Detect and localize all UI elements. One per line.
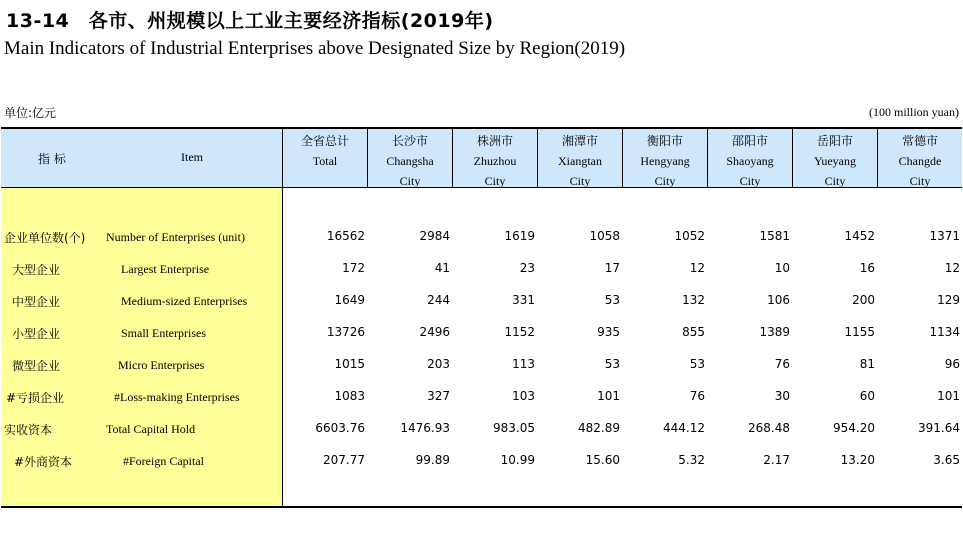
cell-value: 30: [774, 389, 790, 403]
cell-value: 855: [682, 325, 705, 339]
cell-value: 2496: [419, 325, 450, 339]
row-label-cn: 企业单位数(个): [4, 231, 86, 245]
cell-value: 1134: [929, 325, 960, 339]
cell-value: 106: [767, 293, 790, 307]
row-label-en: #Foreign Capital: [123, 454, 204, 468]
header-col-en: Total: [312, 154, 338, 168]
cell-value: 132: [682, 293, 705, 307]
header-col-en: Shaoyang: [726, 154, 774, 168]
cell-value: 2984: [419, 229, 450, 243]
table-row: [0, 260, 963, 278]
header-col-en2: City: [484, 174, 506, 188]
row-label-en: Medium-sized Enterprises: [121, 294, 248, 308]
row-label-en: Number of Enterprises (unit): [106, 230, 245, 244]
header-col-en2: City: [569, 174, 591, 188]
cell-value: 76: [774, 357, 790, 371]
cell-value: 327: [427, 389, 450, 403]
cell-value: 53: [604, 357, 620, 371]
table-row: [0, 420, 963, 438]
cell-value: 1371: [929, 229, 960, 243]
cell-value: 1058: [589, 229, 620, 243]
unit-label-cn: 单位:亿元: [4, 106, 57, 120]
row-label-cn: 小型企业: [12, 327, 61, 341]
header-col-yueyang: [793, 131, 877, 187]
cell-value: 1152: [504, 325, 535, 339]
cell-value: 1452: [844, 229, 875, 243]
cell-value: 5.32: [678, 453, 705, 467]
header-col-cn: 邵阳市: [731, 134, 768, 148]
cell-value: 1649: [334, 293, 365, 307]
page-title-cn: 13-14 各市、州规模以上工业主要经济指标(2019年): [6, 10, 494, 32]
row-label-cn: #外商资本: [14, 455, 73, 469]
header-col-en: Hengyang: [640, 154, 690, 168]
header-col-cn: 衡阳市: [646, 134, 683, 148]
cell-value: 76: [689, 389, 705, 403]
header-col-xiangtan: [538, 131, 622, 187]
cell-value: 2.17: [763, 453, 790, 467]
cell-value: 12: [689, 261, 705, 275]
header-col-en: Xiangtan: [558, 154, 602, 168]
header-col-en2: City: [909, 174, 931, 188]
row-label-cn: 微型企业: [12, 359, 61, 373]
cell-value: 103: [512, 389, 535, 403]
header-col-total: [283, 131, 367, 187]
cell-value: 203: [427, 357, 450, 371]
header-col-changsha: [368, 131, 452, 187]
cell-value: 15.60: [585, 453, 620, 467]
row-label-en: #Loss-making Enterprises: [114, 390, 240, 404]
cell-value: 17: [604, 261, 620, 275]
cell-value: 10: [774, 261, 790, 275]
row-label-cn: 实收资本: [4, 423, 53, 437]
cell-value: 954.20: [833, 421, 875, 435]
header-col-en2: City: [654, 174, 676, 188]
header-col-shaoyang: [708, 131, 792, 187]
cell-value: 1015: [334, 357, 365, 371]
cell-value: 1155: [844, 325, 875, 339]
header-col-en2: City: [739, 174, 761, 188]
cell-value: 1619: [504, 229, 535, 243]
row-label-cn: 大型企业: [12, 263, 61, 277]
cell-value: 23: [519, 261, 535, 275]
table-row: [0, 228, 963, 246]
header-col-cn: 全省总计: [300, 134, 349, 148]
cell-value: 207.77: [323, 453, 365, 467]
header-col-en: Yueyang: [814, 154, 856, 168]
table-row: [0, 292, 963, 310]
cell-value: 41: [434, 261, 450, 275]
table-top-rule: [1, 127, 962, 129]
table-bottom-rule: [1, 506, 962, 508]
header-col-hengyang: [623, 131, 707, 187]
header-col-en: Zhuzhou: [473, 154, 517, 168]
cell-value: 6603.76: [315, 421, 365, 435]
cell-value: 96: [944, 357, 960, 371]
cell-value: 331: [512, 293, 535, 307]
cell-value: 935: [597, 325, 620, 339]
cell-value: 113: [512, 357, 535, 371]
cell-value: 1581: [759, 229, 790, 243]
cell-value: 983.05: [493, 421, 535, 435]
cell-value: 1052: [674, 229, 705, 243]
cell-value: 244: [427, 293, 450, 307]
header-col-en: Changde: [898, 154, 942, 168]
cell-value: 129: [937, 293, 960, 307]
cell-value: 200: [852, 293, 875, 307]
row-label-cn: 中型企业: [12, 295, 61, 309]
header-col-en2: City: [399, 174, 421, 188]
cell-value: 101: [937, 389, 960, 403]
cell-value: 13.20: [840, 453, 875, 467]
header-indicator-cn: 指 标: [38, 152, 66, 166]
cell-value: 81: [859, 357, 875, 371]
cell-value: 444.12: [663, 421, 705, 435]
header-col-cn: 株洲市: [476, 134, 513, 148]
header-col-cn: 长沙市: [391, 134, 428, 148]
table-row: [0, 388, 963, 406]
cell-value: 391.64: [918, 421, 960, 435]
table-row: [0, 452, 963, 470]
page-title-en: Main Indicators of Industrial Enterprises above Designated Size by Region(2019): [4, 38, 626, 59]
cell-value: 268.48: [748, 421, 790, 435]
header-col-cn: 湘潭市: [561, 134, 598, 148]
header-col-en2: City: [824, 174, 846, 188]
table-row: [0, 356, 963, 374]
cell-value: 13726: [326, 325, 365, 339]
cell-value: 12: [944, 261, 960, 275]
header-indicator-en: Item: [181, 150, 203, 164]
row-label-cn: #亏损企业: [6, 391, 65, 405]
cell-value: 101: [597, 389, 620, 403]
cell-value: 10.99: [500, 453, 535, 467]
header-col-zhuzhou: [453, 131, 537, 187]
cell-value: 482.89: [578, 421, 620, 435]
cell-value: 60: [859, 389, 875, 403]
header-bottom-rule: [1, 187, 962, 188]
row-label-en: Largest Enterprise: [121, 262, 210, 276]
cell-value: 1476.93: [400, 421, 450, 435]
cell-value: 16562: [326, 229, 365, 243]
row-label-en: Total Capital Hold: [106, 422, 196, 436]
table-row: [0, 324, 963, 342]
cell-value: 53: [604, 293, 620, 307]
header-col-cn: 岳阳市: [816, 134, 853, 148]
cell-value: 3.65: [933, 453, 960, 467]
cell-value: 1389: [759, 325, 790, 339]
cell-value: 99.89: [415, 453, 450, 467]
header-col-cn: 常德市: [901, 134, 938, 148]
cell-value: 16: [859, 261, 875, 275]
unit-label-en: (100 million yuan): [869, 105, 959, 119]
cell-value: 1083: [334, 389, 365, 403]
header-col-en: Changsha: [386, 154, 434, 168]
row-label-en: Small Enterprises: [121, 326, 206, 340]
header-col-changde: [878, 131, 962, 187]
cell-value: 53: [689, 357, 705, 371]
cell-value: 172: [342, 261, 365, 275]
row-label-en: Micro Enterprises: [118, 358, 205, 372]
